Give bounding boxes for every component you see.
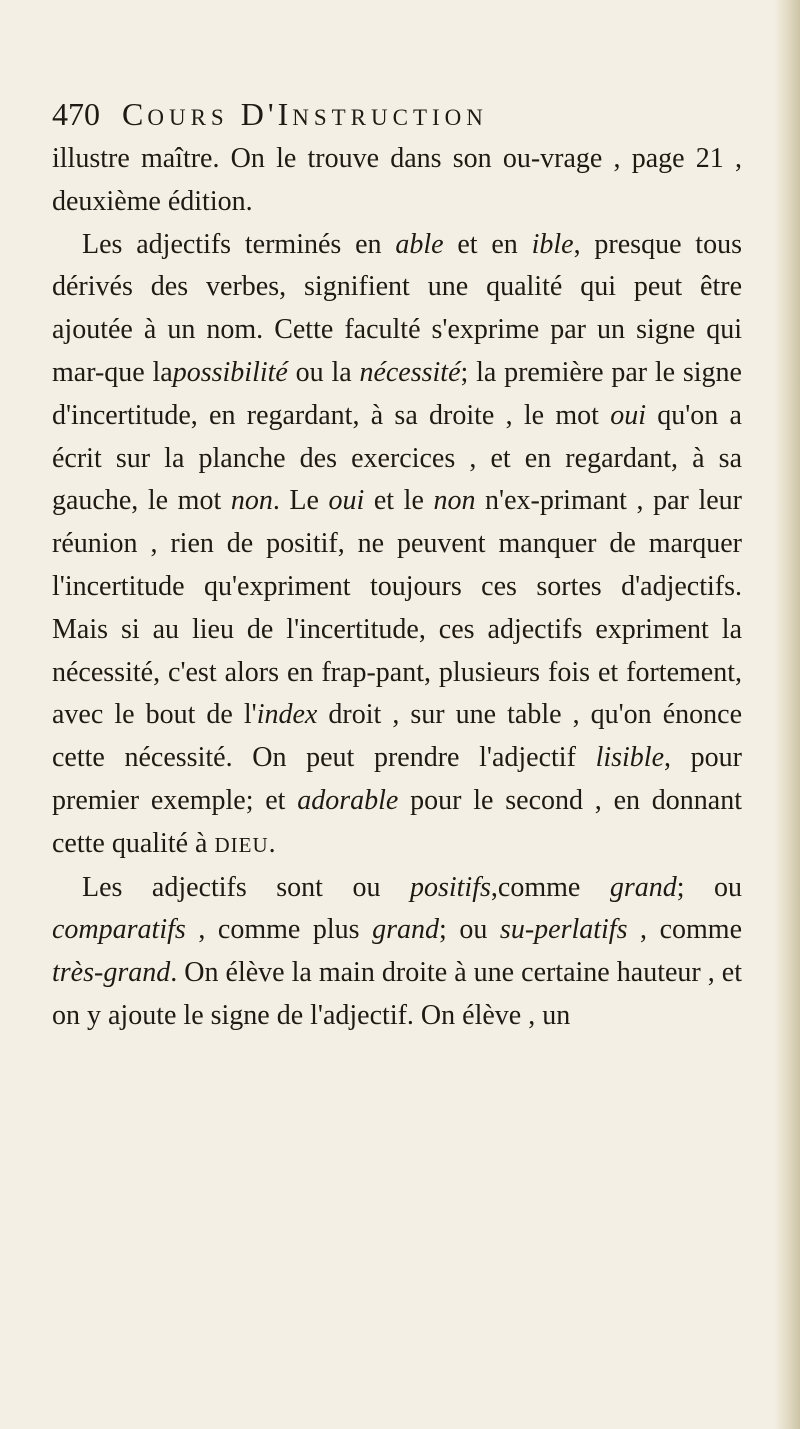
text-run: Les adjectifs terminés en bbox=[82, 228, 396, 260]
body-text bbox=[52, 138, 742, 1038]
italic-text: lisible bbox=[595, 742, 665, 774]
italic-text: able bbox=[395, 228, 444, 260]
text-run: pour le second , en donnant cette qualité à bbox=[52, 784, 742, 859]
text-run: , comme plus bbox=[185, 914, 373, 946]
small-caps-text: DIEU bbox=[214, 832, 269, 857]
italic-text: très-grand bbox=[52, 957, 171, 989]
text-run: , presque tous dérivés des verbes, signifient une qualité qui peut être ajoutée à un nom. Cette faculté s'exprime par un signe qui mar-que la bbox=[52, 228, 742, 388]
text-run: ou la bbox=[287, 356, 360, 388]
running-header bbox=[52, 96, 712, 136]
italic-text: grand bbox=[609, 871, 677, 903]
paragraph bbox=[52, 138, 742, 224]
text-run: ; ou bbox=[439, 914, 500, 946]
italic-text: oui bbox=[610, 399, 646, 431]
italic-text: possibilité bbox=[172, 356, 288, 388]
text-run: , comme bbox=[627, 914, 743, 946]
paragraph bbox=[52, 224, 742, 867]
italic-text: comparatifs bbox=[52, 914, 186, 946]
page-number: 470 bbox=[52, 96, 100, 132]
text-run: qu'on a écrit sur la planche des exercices , et en regardant, à sa gauche, le mot bbox=[52, 399, 742, 517]
italic-text: nécessité bbox=[359, 356, 461, 388]
italic-text: non bbox=[433, 485, 476, 517]
italic-text: oui bbox=[328, 485, 365, 517]
text-run: et en bbox=[443, 228, 532, 260]
text-run: et le bbox=[364, 485, 434, 517]
text-run: . bbox=[268, 827, 276, 859]
italic-text: index bbox=[256, 699, 318, 731]
page-edge-shadow bbox=[774, 0, 800, 1429]
text-run: . On élève la main droite à une certaine hauteur , et on y ajoute le signe de l'adjectif. On élève , un bbox=[52, 957, 742, 1031]
paragraph bbox=[52, 867, 742, 1038]
italic-text: grand bbox=[372, 914, 440, 946]
running-title: COURS D'INSTRUCTION bbox=[122, 96, 488, 132]
italic-text: positifs bbox=[409, 871, 491, 903]
text-run: , pour premier exemple; et bbox=[52, 742, 742, 816]
italic-text: non bbox=[230, 485, 273, 517]
text-run: illustre maître. On le trouve dans son ou-vrage , page 21 , deuxième édition. bbox=[52, 143, 742, 217]
italic-text: adorable bbox=[297, 784, 399, 816]
italic-text: ible bbox=[531, 228, 574, 260]
text-run: ; la première par le signe d'incertitude, en regardant, à sa droite , le mot bbox=[52, 356, 742, 431]
italic-text: su-perlatifs bbox=[499, 914, 628, 946]
text-run: Les adjectifs sont ou bbox=[82, 871, 410, 903]
text-run: . Le bbox=[272, 485, 329, 517]
text-run: ; ou bbox=[676, 871, 743, 903]
text-run: n'ex-primant , par leur réunion , rien de positif, ne peuvent manquer de marquer l'incertitude qu'expriment toujours ces sortes d'adjectifs. Mais si au lieu de l'incertitude, ces adjectifs expriment la nécessité, c'est alors en frap-pant, plusieurs fois et fortement, avec le bout de l' bbox=[52, 485, 742, 731]
text-run: ,comme bbox=[490, 871, 610, 903]
text-run: droit , sur une table , qu'on énonce cette nécessité. On peut prendre l'adjectif bbox=[52, 699, 742, 774]
